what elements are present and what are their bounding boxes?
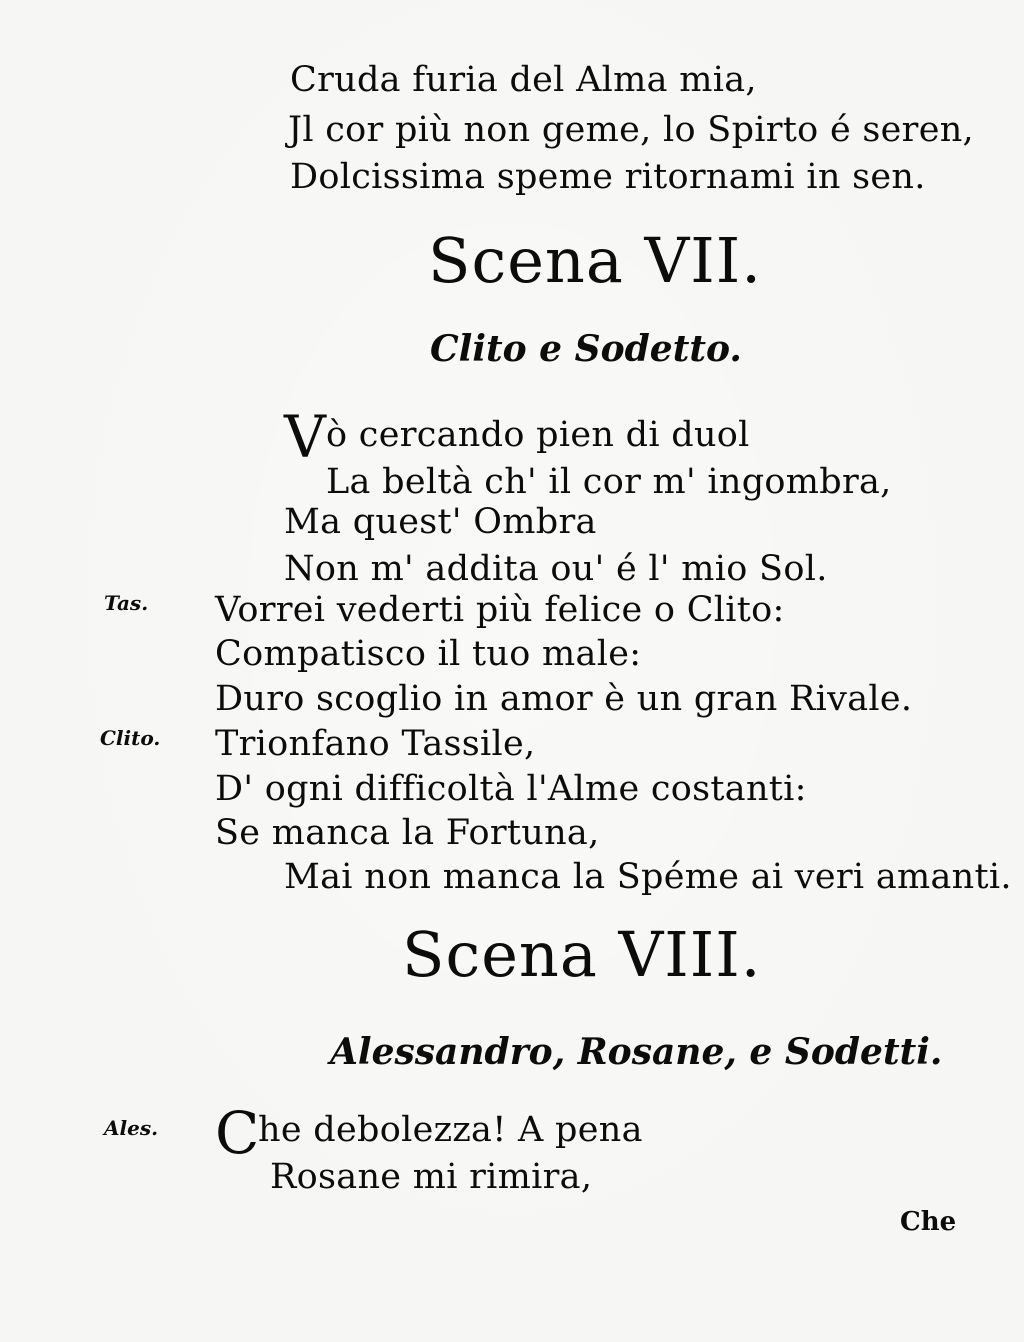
verse-line: ò cercando pien di duol — [326, 415, 750, 455]
speaker-ales: Ales. — [104, 1116, 159, 1140]
verse-line: Dolcissima speme ritornami in sen. — [290, 157, 926, 197]
scene-7-title: Scena VII. — [428, 224, 762, 297]
verse-line: Compatisco il tuo male: — [215, 634, 642, 674]
drop-cap-c: C — [215, 1099, 260, 1167]
verse-line: Duro scoglio in amor è un gran Rivale. — [215, 679, 913, 719]
scene-8-characters: Alessandro, Rosane, e Sodetti. — [330, 1031, 943, 1073]
verse-line: Rosane mi rimira, — [270, 1157, 593, 1197]
speaker-tas: Tas. — [104, 591, 149, 615]
verse-line: Se manca la Fortuna, — [215, 813, 600, 853]
verse-line: Cruda furia del Alma mia, — [290, 60, 757, 100]
drop-cap-v: V — [284, 403, 326, 471]
verse-line: Non m' addita ou' é l' mio Sol. — [284, 549, 828, 589]
speaker-clito: Clito. — [100, 726, 161, 750]
verse-line: La beltà ch' il cor m' ingombra, — [326, 462, 892, 502]
verse-line: Ma quest' Ombra — [284, 502, 597, 542]
catchword: Che — [900, 1207, 957, 1237]
verse-line: Vorrei vederti più felice o Clito: — [215, 590, 785, 630]
verse-line: he debolezza! A pena — [258, 1110, 643, 1150]
verse-line: D' ogni difficoltà l'Alme costanti: — [215, 769, 807, 809]
verse-line: Mai non manca la Spéme ai veri amanti. — [284, 857, 1012, 897]
scene-8-title: Scena VIII. — [402, 918, 762, 991]
verse-line: Trionfano Tassile, — [215, 724, 536, 764]
verse-line: Jl cor più non geme, lo Spirto é seren, — [288, 110, 974, 150]
scene-7-characters: Clito e Sodetto. — [430, 328, 742, 370]
